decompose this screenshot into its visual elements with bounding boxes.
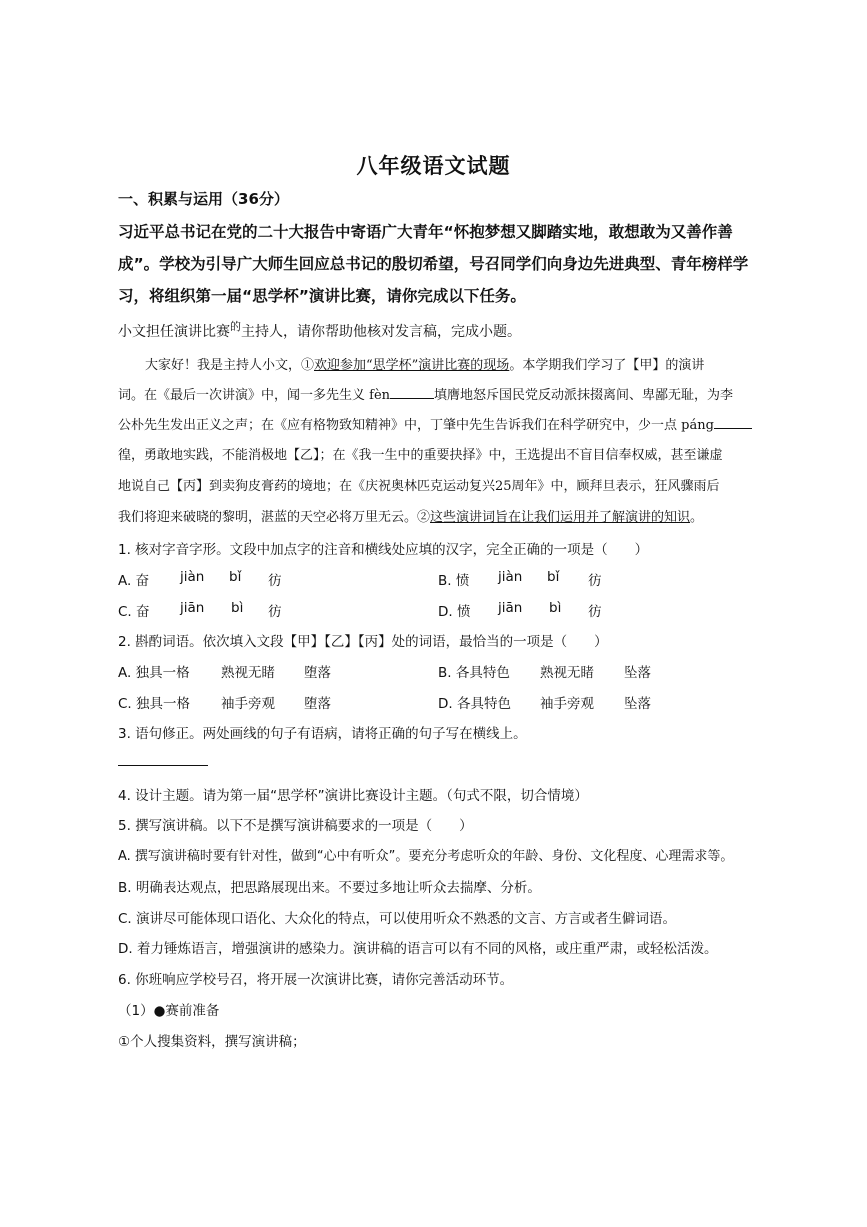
question-6: 6. 你班响应学校号召，将开展一次演讲比赛，请你完善活动环节。 <box>118 972 514 988</box>
q2-option-d[interactable]: D. 各具特色 袖手旁观 坠落 <box>438 696 651 712</box>
passage-line-3 <box>118 414 752 433</box>
intro-line-3: 习，将组织第一届“思学杯”演讲比赛，请你完成以下任务。 <box>118 287 526 305</box>
passage-line-1 <box>145 354 704 373</box>
q6-part-1: （1）●赛前准备 <box>118 1003 220 1019</box>
passage-line-5: 地说自己【丙】到卖狗皮膏药的境地；在《庆祝奥林匹克运动复兴25周年》中，顾拜旦表示，狂风骤雨后 <box>118 479 720 494</box>
question-3: 3. 语句修正。两处画线的句子有语病，请将正确的句子写在横线上。 <box>118 726 527 742</box>
passage-text: 。 <box>690 510 704 525</box>
passage-text: 公朴先生发出正义之声；在《应有格物致知精神》中，丁肇中先生告诉我们在科学研究中，少一点 páng <box>118 418 714 433</box>
q1-option-c[interactable]: C. 奋 jiān bì 彷 <box>118 600 282 620</box>
intro-line-2: 成”。学校为引导广大师生回应总书记的殷切希望，号召同学们向身边先进典型、青年榜样学 <box>118 255 749 273</box>
question-1: 1. 核对字音字形。文段中加点字的注音和横线处应填的汉字，完全正确的一项是（ ） <box>118 542 649 558</box>
passage-line-4: 徨，勇敢地实践，不能消极地【乙】；在《我一生中的重要抉择》中，王选提出不盲目信奉权威，甚至谦虚 <box>118 448 723 463</box>
section-heading: 一、积累与运用（36分） <box>118 190 289 208</box>
q2-option-c[interactable]: C. 独具一格 袖手旁观 堕落 <box>118 696 331 712</box>
task-superscript: 的 <box>230 320 241 333</box>
q5-option-d[interactable]: D. 着力锤炼语言，增强演讲的感染力。演讲稿的语言可以有不同的风格，或庄重严肃，或轻松活泼。 <box>118 941 718 957</box>
passage-text: 我们将迎来破晓的黎明，湛蓝的天空必将万里无云。② <box>118 510 431 525</box>
intro-line-1: 习近平总书记在党的二十大报告中寄语广大青年“怀抱梦想又脚踏实地，敢想敢为又善作善 <box>118 223 733 241</box>
page-title: 八年级语文试题 <box>356 153 511 178</box>
q1-option-a[interactable]: A. 奋 jiàn bǐ 彷 <box>118 569 282 589</box>
q5-option-b[interactable]: B. 明确表达观点，把思路展现出来。不要过多地让听众去揣摩、分析。 <box>118 880 541 896</box>
q6-part-1-item-1: ①个人搜集资料，撰写演讲稿； <box>118 1034 306 1050</box>
task-instruction <box>118 318 521 341</box>
q5-option-a[interactable]: A. 撰写演讲稿时要有针对性，做到“心中有听众”。要充分考虑听众的年龄、身份、文化程度、心理需求等。 <box>118 849 734 864</box>
passage-line-2 <box>118 384 733 403</box>
q2-option-a[interactable]: A. 独具一格 熟视无睹 堕落 <box>118 665 331 681</box>
q2-option-b[interactable]: B. 各具特色 熟视无睹 坠落 <box>438 665 651 681</box>
fill-blank-pang[interactable] <box>714 416 752 429</box>
q5-option-c[interactable]: C. 演讲尽可能体现口语化、大众化的特点，可以使用听众不熟悉的文言、方言或者生僻词语。 <box>118 911 677 927</box>
underlined-sentence-1: 欢迎参加“思学杯”演讲比赛的现场 <box>314 358 510 373</box>
q1-option-b[interactable]: B. 愤 jiàn bǐ 彷 <box>438 569 602 589</box>
question-5: 5. 撰写演讲稿。以下不是撰写演讲稿要求的一项是（ ） <box>118 818 473 834</box>
task-text-before: 小文担任演讲比赛 <box>118 324 230 340</box>
passage-text: 大家好！我是主持人小文，① <box>145 358 315 373</box>
passage-text: 。本学期我们学习了【甲】的演讲 <box>509 358 705 373</box>
question-4: 4. 设计主题。请为第一届“思学杯”演讲比赛设计主题。（句式不限，切合情境） <box>118 788 588 804</box>
question-2: 2. 斟酌词语。依次填入文段【甲】【乙】【丙】处的词语，最恰当的一项是（ ） <box>118 634 608 650</box>
passage-line-6 <box>118 506 703 525</box>
fill-blank-fen[interactable] <box>390 386 434 399</box>
task-text-after: 主持人，请你帮助他核对发言稿，完成小题。 <box>241 324 521 340</box>
passage-text: 词。在《最后一次讲演》中，闻一多先生义 fèn <box>118 388 391 403</box>
answer-line[interactable] <box>118 765 208 766</box>
q1-option-d[interactable]: D. 愤 jiān bì 彷 <box>438 600 602 620</box>
underlined-sentence-2: 这些演讲词旨在让我们运用并了解演讲的知识 <box>430 510 691 525</box>
passage-text: 填膺地怒斥国民党反动派抹掇离间、卑鄙无耻，为李 <box>434 388 734 403</box>
